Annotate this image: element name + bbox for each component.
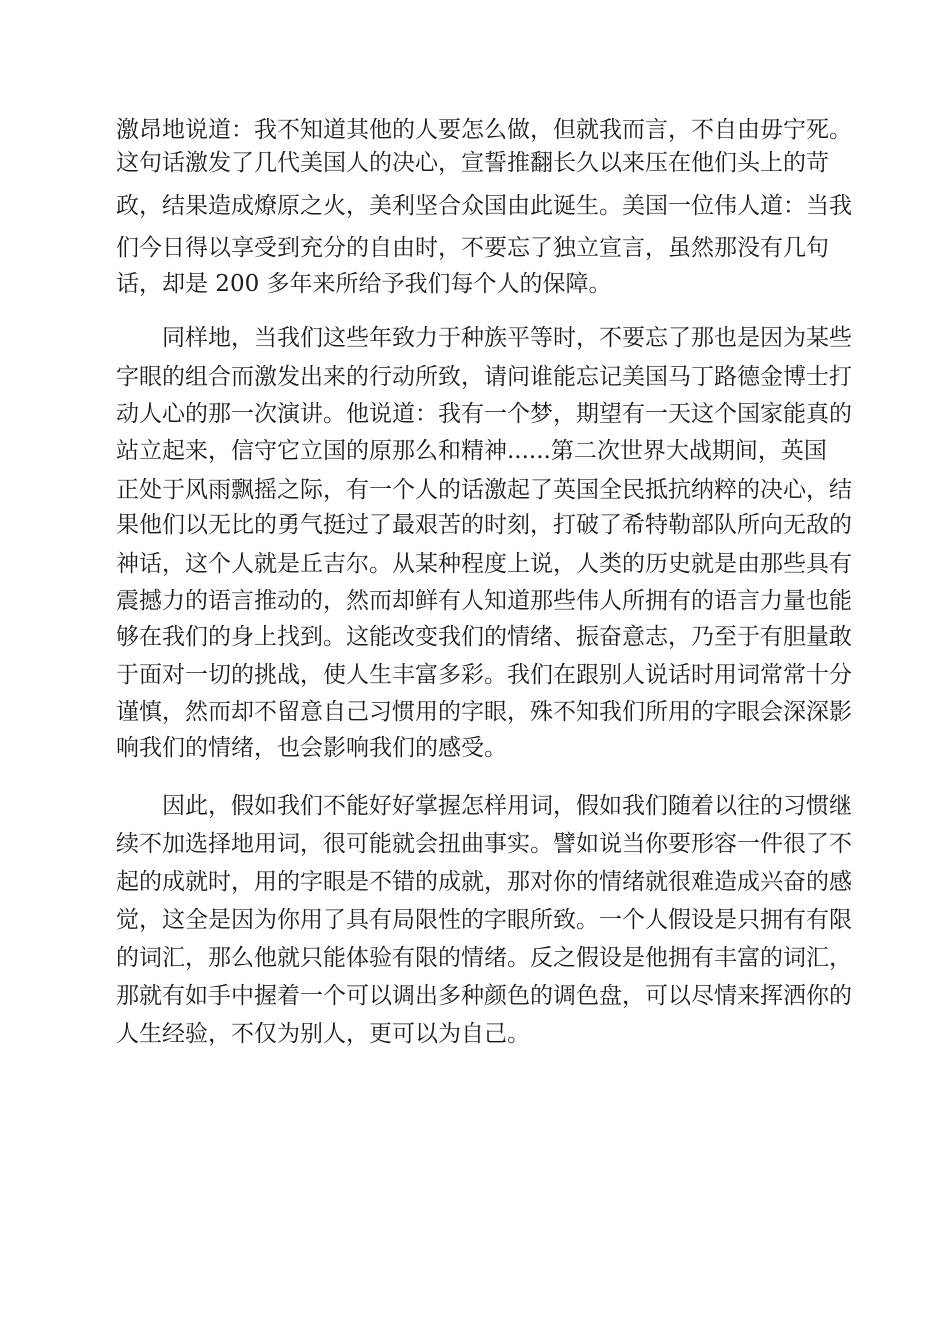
text-line: 的词汇，那么他就只能体验有限的情绪。反之假设是他拥有丰富的词汇，: [116, 945, 852, 971]
text-line: 起的成就时，用的字眼是不错的成就，那对你的情绪就很难造成兴奋的感: [116, 869, 852, 895]
text-line: 站立起来，信守它立国的原那么和精神......第二次世界大战期间，英国: [116, 438, 827, 464]
text-line: 动人心的那一次演讲。他说道：我有一个梦，期望有一天这个国家能真的: [116, 401, 852, 427]
text-line: 神话，这个人就是丘吉尔。从某种程度上说，人类的历史就是由那些具有: [116, 551, 852, 577]
text-line: 这句话激发了几代美国人的决心，宣誓推翻长久以来压在他们头上的苛: [116, 150, 829, 176]
text-line: 人生经验，不仅为别人，更可以为自己。: [116, 1021, 530, 1047]
text-line: 于面对一切的挑战，使人生丰富多彩。我们在跟别人说话时用词常常十分: [116, 662, 852, 688]
text-line: 那就有如手中握着一个可以调出多种颜色的调色盘，可以尽情来挥洒你的: [116, 983, 852, 1009]
text-line: 同样地，当我们这些年致力于种族平等时，不要忘了那也是因为某些: [162, 325, 852, 351]
text-line: 话，却是 200 多年来所给予我们每个人的保障。: [116, 271, 612, 297]
text-line: 们今日得以享受到充分的自由时，不要忘了独立宣言，虽然那没有几句: [116, 235, 829, 261]
text-line: 正处于风雨飘摇之际，有一个人的话激起了英国全民抵抗纳粹的决心，结: [116, 477, 852, 503]
text-line: 谨慎，然而却不留意自己习惯用的字眼，殊不知我们所用的字眼会深深影: [116, 699, 852, 725]
text-line: 字眼的组合而激发出来的行动所致，请问谁能忘记美国马丁路德金博士打: [116, 364, 852, 390]
text-line: 续不加选择地用词，很可能就会扭曲事实。譬如说当你要形容一件很了不: [116, 831, 852, 857]
text-line: 够在我们的身上找到。这能改变我们的情绪、振奋意志，乃至于有胆量敢: [116, 624, 852, 650]
text-line: 因此，假如我们不能好好掌握怎样用词，假如我们随着以往的习惯继: [162, 793, 852, 819]
text-line: 觉，这全是因为你用了具有局限性的字眼所致。一个人假设是只拥有有限: [116, 907, 852, 933]
text-line: 政，结果造成燎原之火，美利坚合众国由此诞生。美国一位伟人道：当我: [116, 193, 852, 219]
text-line: 激昂地说道：我不知道其他的人要怎么做，但就我而言，不自由毋宁死。: [116, 117, 852, 143]
text-line: 震撼力的语言推动的，然而却鲜有人知道那些伟人所拥有的语言力量也能: [116, 588, 852, 614]
text-line: 响我们的情绪，也会影响我们的感受。: [116, 735, 507, 761]
text-line: 果他们以无比的勇气挺过了最艰苦的时刻，打破了希特勒部队所向无敌的: [116, 512, 852, 538]
